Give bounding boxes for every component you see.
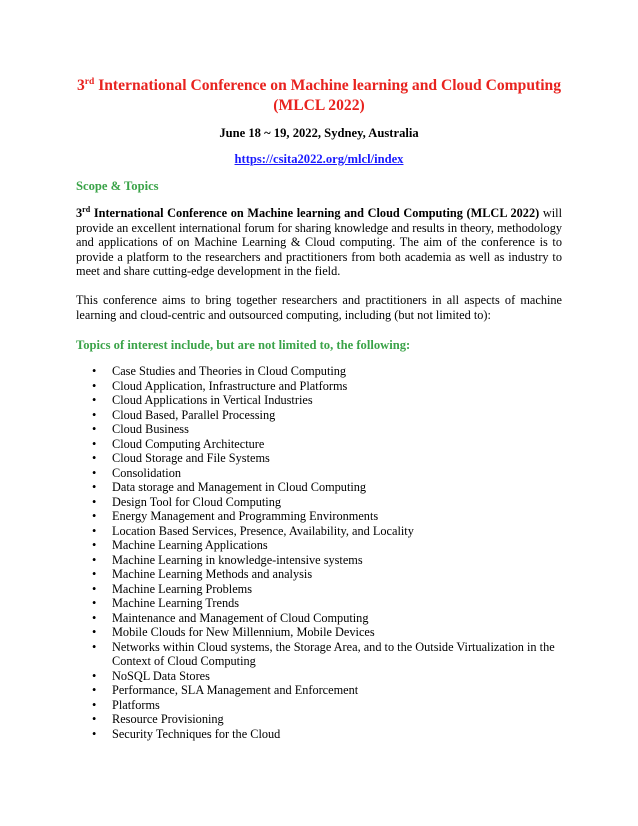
title-ordinal: 3 xyxy=(77,77,85,94)
bullet-icon: • xyxy=(92,625,97,639)
list-item: • Cloud Storage and File Systems xyxy=(92,451,270,465)
list-item: • Mobile Clouds for New Millennium, Mobile Devices xyxy=(92,625,375,639)
bullet-icon: • xyxy=(92,610,97,625)
list-item: • Case Studies and Theories in Cloud Computing xyxy=(92,364,347,378)
list-item: • Energy Management and Programming Environments xyxy=(92,509,379,523)
bullet-icon: • xyxy=(92,393,97,407)
list-item: • Resource Provisioning xyxy=(92,712,224,726)
list-item: • Cloud Application, Infrastructure and Platforms xyxy=(92,378,348,393)
bullet-icon: • xyxy=(92,538,97,552)
list-item: • Performance, SLA Management and Enforcement xyxy=(92,683,359,697)
list-item: • Platforms xyxy=(92,697,160,712)
list-item: • NoSQL Data Stores xyxy=(92,668,210,683)
p1-ordinal: 3 xyxy=(76,206,83,220)
bullet-icon: • xyxy=(92,596,97,610)
bullet-icon: • xyxy=(92,494,97,509)
list-item: • Cloud Applications in Vertical Industries xyxy=(92,393,313,407)
list-item: • Security Techniques for the Cloud xyxy=(92,726,281,741)
bullet-icon: • xyxy=(92,523,97,538)
list-item: • Consolidation xyxy=(92,465,182,480)
list-item: • Design Tool for Cloud Computing xyxy=(92,494,282,509)
bullet-icon: • xyxy=(92,712,97,726)
bullet-icon: • xyxy=(92,639,97,654)
conference-url-line xyxy=(0,151,638,167)
list-item: • Cloud Based, Parallel Processing xyxy=(92,407,276,422)
p1-rest: will provide an excellent international forum for sharing knowledge and results in theory, methodology and applications of on Machine Learning & Cloud computing. The aim of the conference is to provide a platform to the researchers and practitioners from both academia as well as industry to meet and share cutting-edge development in the field. xyxy=(76,206,562,279)
scope-paragraph-1-bold xyxy=(76,206,539,220)
conference-dates: June 18 ~ 19, 2022, Sydney, Australia xyxy=(219,126,419,140)
list-item: • Machine Learning Problems xyxy=(92,581,253,596)
list-item: • Networks within Cloud systems, the Storage Area, and to the Outside Virtualization in the Context of Cloud Computing xyxy=(92,639,555,668)
bullet-icon: • xyxy=(92,581,97,596)
conference-title xyxy=(60,76,578,116)
title-line1: International Conference on Machine learning and Cloud Computing xyxy=(94,77,561,94)
bullet-icon: • xyxy=(92,465,97,480)
conference-url-link[interactable]: https://csita2022.org/mlcl/index xyxy=(234,152,404,166)
bullet-icon: • xyxy=(92,407,97,422)
bullet-icon: • xyxy=(92,509,97,523)
bullet-icon: • xyxy=(92,422,97,436)
list-item: • Cloud Computing Architecture xyxy=(92,436,265,451)
bullet-icon: • xyxy=(92,480,97,494)
scope-heading: Scope & Topics xyxy=(76,179,159,193)
list-item: • Data storage and Management in Cloud Computing xyxy=(92,480,367,494)
bullet-icon: • xyxy=(92,451,97,465)
bullet-icon: • xyxy=(92,726,97,741)
scope-paragraph-2: This conference aims to bring together researchers and practitioners in all aspects of machine learning and cloud-centric and outsourced computing, including (but not limited to): xyxy=(76,293,562,322)
list-item: • Machine Learning Methods and analysis xyxy=(92,567,313,581)
list-item: • Location Based Services, Presence, Availability, and Locality xyxy=(92,523,414,538)
list-item: • Machine Learning Applications xyxy=(92,538,268,552)
list-item: • Cloud Business xyxy=(92,422,189,436)
topics-list xyxy=(76,364,562,741)
list-item: • Maintenance and Management of Cloud Computing xyxy=(92,610,369,625)
bullet-icon: • xyxy=(92,364,97,378)
bullet-icon: • xyxy=(92,436,97,451)
list-item: • Machine Learning Trends xyxy=(92,596,240,610)
scope-paragraph-1 xyxy=(76,206,562,279)
title-line2: (MLCL 2022) xyxy=(273,97,365,114)
topics-heading: Topics of interest include, but are not limited to, the following: xyxy=(76,338,411,352)
p1-ordinal-suffix: rd xyxy=(82,204,91,214)
title-ordinal-suffix: rd xyxy=(84,76,95,87)
bullet-icon: • xyxy=(92,378,97,393)
bullet-icon: • xyxy=(92,552,97,567)
bullet-icon: • xyxy=(92,668,97,683)
p1-bold-rest: International Conference on Machine learning and Cloud Computing (MLCL 2022) xyxy=(90,206,540,220)
bullet-icon: • xyxy=(92,697,97,712)
bullet-icon: • xyxy=(92,567,97,581)
bullet-icon: • xyxy=(92,683,97,697)
list-item: • Machine Learning in knowledge-intensive systems xyxy=(92,552,363,567)
